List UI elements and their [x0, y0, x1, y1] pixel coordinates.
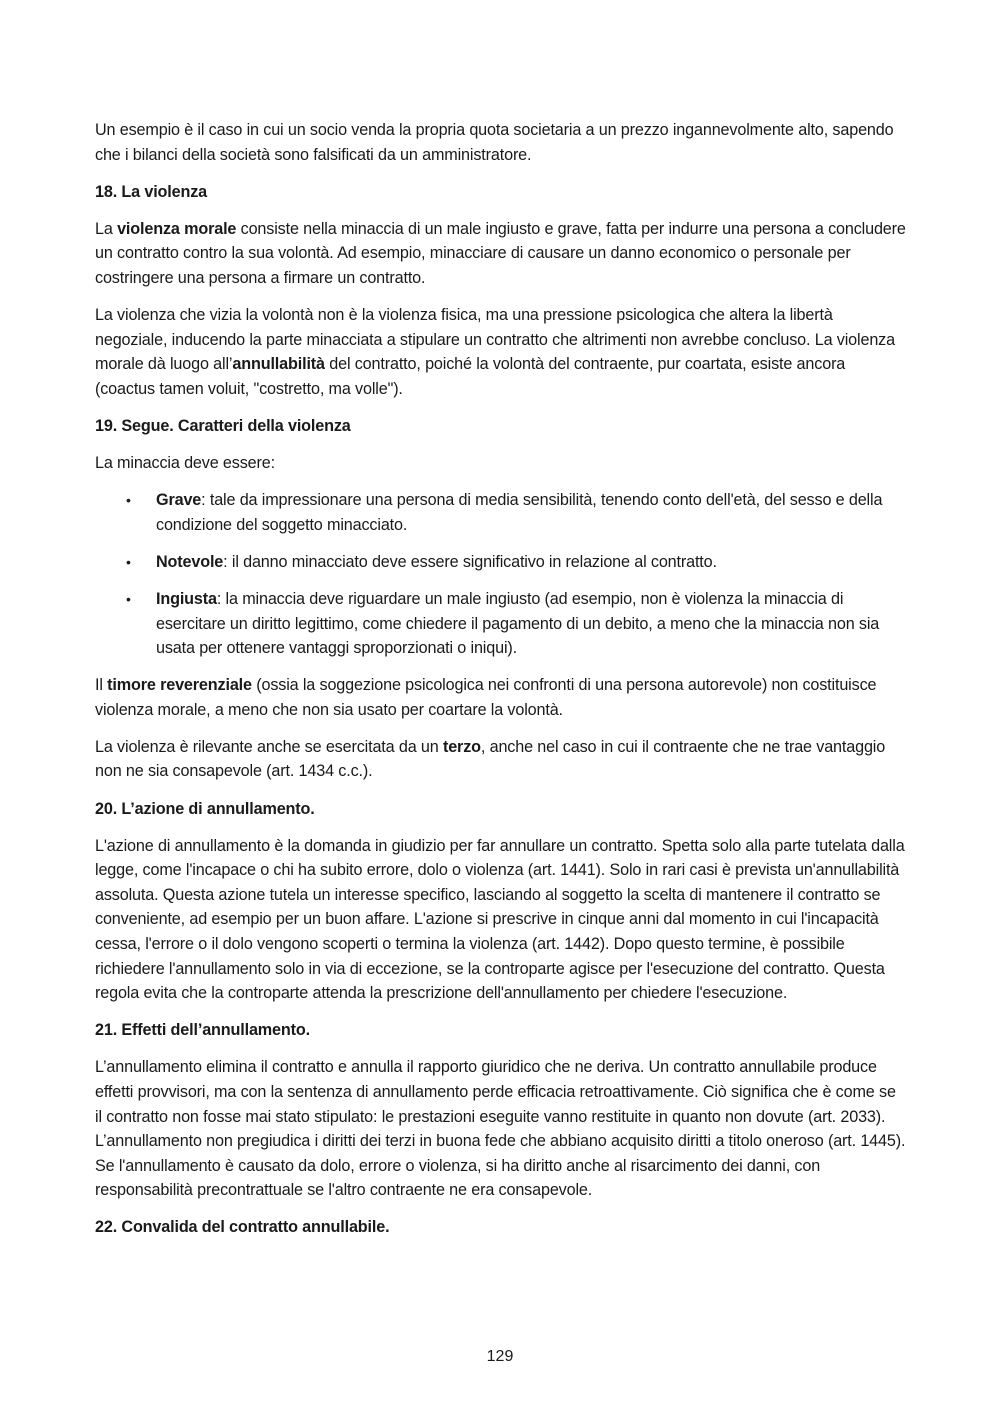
section-19-paragraph-4 [95, 735, 907, 784]
section-19-paragraph-3 [95, 673, 907, 722]
section-21-heading: 21. Effetti dell’annullamento. [95, 1021, 310, 1040]
text-run: , anche nel caso in cui il contraente che ne trae vantaggio non ne sia consapevole (art. 1434 c.c.). [95, 737, 886, 781]
section-19-lead: La minaccia deve essere: [95, 454, 275, 473]
bold-term: annullabilità [232, 355, 325, 374]
section-21-paragraph: L’annullamento elimina il contratto e annulla il rapporto giuridico che ne deriva. Un contratto annullabile produce effetti provvisori, ma con la sentenza di annullamento perde efficacia retroattivamente. Ciò significa che è come se il contratto non fosse mai stato stipulato: le prestazioni eseguite vanno restituite in quanto non dovute (art. 2033). L’annullamento non pregiudica i diritti dei terzi in buona fede che abbiano acquisito diritti a titolo oneroso (art. 1445). Se l'annullamento è causato da dolo, errore o violenza, si ha diritto anche al risarcimento dei danni, con responsabilità precontrattuale se l'altro contraente ne era consapevole. [95, 1058, 906, 1200]
text-run: Il [95, 676, 108, 695]
bold-term: timore reverenziale [107, 676, 252, 695]
section-19-heading: 19. Segue. Caratteri della violenza [95, 416, 351, 435]
list-item [95, 488, 907, 537]
text-run: : tale da impressionare una persona di media sensibilità, tenendo conto dell'età, del sesso e della condizione del soggetto minacciato. [156, 491, 883, 534]
bold-term: violenza morale [117, 219, 237, 238]
text-run: La violenza che vizia la volontà non è la violenza fisica, ma una pressione psicologica che altera la libertà negoziale, inducendo la parte minacciata a stipulare un contratto che altrimenti non avrebbe concluso. La violenza morale dà luogo all’ [95, 306, 895, 374]
section-20-heading: 20. L’azione di annullamento. [95, 799, 315, 818]
text-run: La [95, 219, 118, 238]
bold-term: Notevole [156, 552, 224, 571]
section-18-paragraph-2 [95, 303, 907, 401]
page-body [95, 118, 907, 1253]
text-run: consiste nella minaccia di un male ingiusto e grave, fatta per indurre una persona a concludere un contratto contro la sua volontà. Ad esempio, minacciare di causare un danno economico o personale per costringere una persona a firmare un contratto. [95, 219, 906, 287]
list-item [95, 587, 907, 661]
text-run: (ossia la soggezione psicologica nei confronti di una persona autorevole) non costituisce violenza morale, a meno che non sia usato per coartare la volontà. [95, 676, 877, 719]
intro-paragraph: Un esempio è il caso in cui un socio venda la propria quota societaria a un prezzo ingannevolmente alto, sapendo che i bilanci della società sono falsificati da un amministratore. [95, 121, 894, 164]
bold-term: Grave [156, 491, 202, 510]
bullet-icon: • [126, 553, 131, 570]
page-number: 129 [486, 1348, 514, 1365]
bullet-icon: • [126, 492, 131, 509]
text-run: del contratto, poiché la volontà del contraente, pur coartata, esiste ancora (coactus tamen voluit, "costretto, ma volle"). [95, 355, 846, 398]
section-22-heading: 22. Convalida del contratto annullabile. [95, 1218, 390, 1237]
bold-term: Ingiusta [156, 589, 217, 608]
text-run: La violenza è rilevante anche se esercitata da un [95, 737, 443, 756]
characteristics-list [95, 488, 907, 661]
section-18-paragraph-1 [95, 217, 907, 291]
section-20-paragraph: L'azione di annullamento è la domanda in giudizio per far annullare un contratto. Spetta solo alla parte tutelata dalla legge, come l'incapace o chi ha subito errore, dolo o violenza (art. 1441). Solo in rari casi è prevista un'annullabilità assoluta. Questa azione tutela un interesse specifico, lasciando al soggetto la scelta di mantenere il contratto se conveniente, ad esempio per un buon affare. L'azione si prescrive in cinque anni dal momento in cui l'incapacità cessa, l'errore o il dolo vengono scoperti o termina la violenza (art. 1442). Dopo questo termine, è possibile richiedere l'annullamento solo in via di eccezione, se la controparte agisce per l'esecuzione del contratto. Questa regola evita che la controparte attenda la prescrizione dell'annullamento per chiedere l'esecuzione. [95, 836, 905, 1003]
section-18-heading: 18. La violenza [95, 182, 208, 201]
text-run: : il danno minacciato deve essere significativo in relazione al contratto. [223, 552, 717, 571]
bullet-icon: • [126, 590, 131, 607]
bold-term: terzo [442, 737, 481, 756]
list-item [95, 550, 907, 575]
text-run: : la minaccia deve riguardare un male ingiusto (ad esempio, non è violenza la minaccia di esercitare un diritto legittimo, come chiedere il pagamento di un debito, a meno che la minaccia non sia usata per ottenere vantaggi sproporzionati o iniqui). [156, 589, 880, 658]
